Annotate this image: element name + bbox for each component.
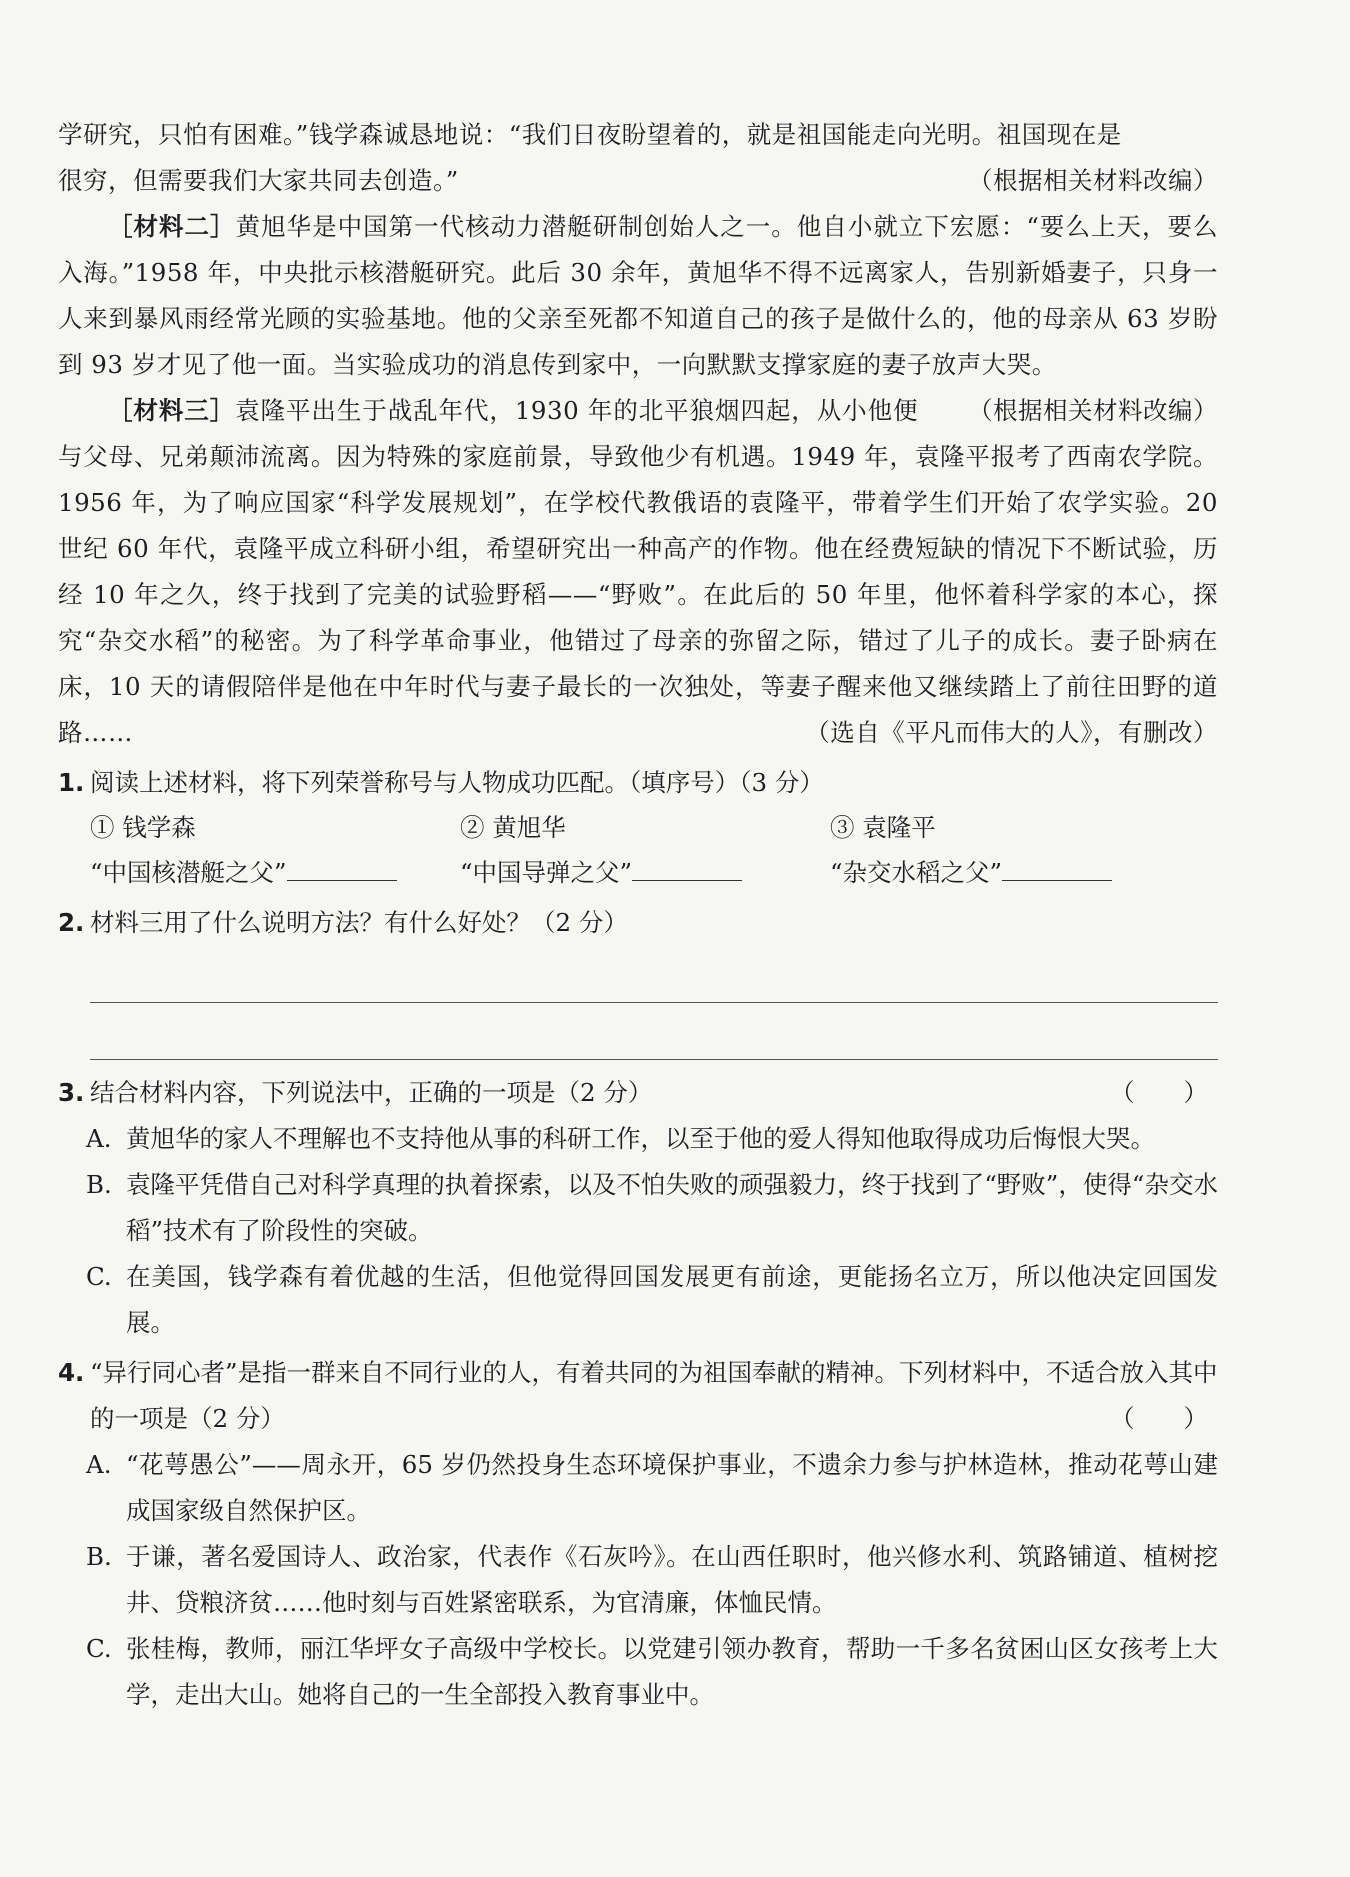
question-4-text-wrap <box>90 1350 1218 1442</box>
answer-blank[interactable] <box>1002 850 1112 881</box>
material-2-text: 黄旭华是中国第一代核动力潜艇研制创始人之一。他自小就立下宏愿：“要么上天，要么入海。”1958 年，中央批示核潜艇研究。此后 30 余年，黄旭华不得不远离家人，告别新婚妻子，只身一人来到暴风雨经常光顾的实验基地。他的父亲至死都不知道自己的孩子是做什么的，他的母亲从 63 岁盼到 93 岁才见了他一面。当实验成功的消息传到家中，一向默默支撑家庭的妻子放声大哭。 <box>58 212 1218 379</box>
intro-line-2 <box>58 158 1218 204</box>
answer-line[interactable] <box>90 946 1218 1003</box>
question-3-text: 结合材料内容，下列说法中，正确的一项是（2 分） <box>90 1078 653 1107</box>
question-3 <box>58 1070 1218 1116</box>
question-2-number: 2. <box>58 908 85 937</box>
answer-blank[interactable] <box>287 850 397 881</box>
intro-source: （根据相关材料改编） <box>968 166 1218 195</box>
question-3-text-wrap <box>90 1070 1218 1116</box>
answer-paren[interactable]: （ ） <box>1110 1404 1208 1433</box>
option-text: 黄旭华的家人不理解也不支持他从事的科研工作，以至于他的爱人得知他取得成功后悔恨大哭。 <box>126 1124 1155 1153</box>
option-label: C. <box>86 1634 112 1663</box>
material-3 <box>58 388 1218 756</box>
option-c <box>58 1626 1218 1718</box>
question-4-number: 4. <box>58 1358 85 1387</box>
title-label: “杂交水稻之父” <box>830 858 1003 887</box>
option-label: B. <box>86 1542 112 1571</box>
option-text: 张桂梅，教师，丽江华坪女子高级中学校长。以党建引领办教育，帮助一千多名贫困山区女孩考上大学，走出大山。她将自己的一生全部投入教育事业中。 <box>126 1634 1218 1709</box>
option-a <box>58 1116 1218 1162</box>
question-1-titles <box>58 850 1218 896</box>
answer-paren[interactable]: （ ） <box>1110 1078 1208 1107</box>
question-4 <box>58 1350 1218 1442</box>
question-1-people <box>58 806 1218 850</box>
intro-line-1: 学研究，只怕有困难。”钱学森诚恳地说：“我们日夜盼望着的，就是祖国能走向光明。祖国现在是 <box>58 120 1122 149</box>
title-label: “中国导弹之父” <box>460 858 633 887</box>
material-2-tag: ［材料二］ <box>108 212 236 241</box>
question-1-text: 阅读上述材料，将下列荣誉称号与人物成功匹配。（填序号）（3 分） <box>90 768 824 797</box>
option-text: 在美国，钱学森有着优越的生活，但他觉得回国发展更有前途，更能扬名立万，所以他决定回国发展。 <box>126 1262 1218 1337</box>
option-text: 于谦，著名爱国诗人、政治家，代表作《石灰吟》。在山西任职时，他兴修水利、筑路铺道、植树挖井、贷粮济贫……他时刻与百姓紧密联系，为官清廉，体恤民情。 <box>126 1542 1218 1617</box>
option-b <box>58 1162 1218 1254</box>
question-4-text: “异行同心者”是指一群来自不同行业的人，有着共同的为祖国奉献的精神。下列材料中，不适合放入其中的一项是（2 分） <box>90 1358 1218 1433</box>
person-option: ① 钱学森 <box>90 813 196 842</box>
answer-blank[interactable] <box>632 850 742 881</box>
option-text: 袁隆平凭借自己对科学真理的执着探索，以及不怕失败的顽强毅力，终于找到了“野败”，使得“杂交水稻”技术有了阶段性的突破。 <box>126 1170 1218 1245</box>
title-label: “中国核潜艇之父” <box>90 858 287 887</box>
option-label: A. <box>86 1124 112 1153</box>
material-3-tag: ［材料三］ <box>108 396 236 425</box>
option-c <box>58 1254 1218 1346</box>
answer-line[interactable] <box>90 1003 1218 1060</box>
option-a <box>58 1442 1218 1534</box>
question-2-text: 材料三用了什么说明方法？有什么好处？（2 分） <box>90 908 628 937</box>
question-2 <box>58 900 1218 946</box>
option-label: A. <box>86 1450 112 1479</box>
option-text: “花萼愚公”——周永开，65 岁仍然投身生态环境保护事业，不遗余力参与护林造林，推动花萼山建成国家级自然保护区。 <box>126 1450 1218 1525</box>
title-item <box>830 850 1200 896</box>
material-3-source: （选自《平凡而伟大的人》，有删改） <box>805 718 1218 747</box>
person-option: ② 黄旭华 <box>460 813 566 842</box>
option-label: C. <box>86 1262 112 1291</box>
question-1 <box>58 760 1218 806</box>
material-3-text: 袁隆平出生于战乱年代，1930 年的北平狼烟四起，从小他便与父母、兄弟颠沛流离。因为特殊的家庭前景，导致他少有机遇。1949 年，袁隆平报考了西南农学院。1956 年，为了响应国家“科学发展规划”，在学校代教俄语的袁隆平，带着学生们开始了农学实验。20 世纪 60 年代，袁隆平成立科研小组，希望研究出一种高产的作物。他在经费短缺的情况下不断试验，历经 10 年之久，终于找到了完美的试验野稻——“野败”。在此后的 50 年里，他怀着科学家的本心，探究“杂交水稻”的秘密。为了科学革命事业，他错过了母亲的弥留之际，错过了儿子的成长。妻子卧病在床，10 天的请假陪伴是他在中年时代与妻子最长的一次独处，等妻子醒来他又继续踏上了前往田野的道路…… <box>58 396 1218 747</box>
title-item <box>460 850 830 896</box>
question-3-number: 3. <box>58 1078 85 1107</box>
question-1-number: 1. <box>58 768 85 797</box>
title-item <box>90 850 460 896</box>
option-label: B. <box>86 1170 112 1199</box>
person-option: ③ 袁隆平 <box>830 813 936 842</box>
intro-line-2-text: 很穷，但需要我们大家共同去创造。” <box>58 166 459 195</box>
page-content <box>58 112 1218 1718</box>
option-b <box>58 1534 1218 1626</box>
material-2-source: （根据相关材料改编） <box>968 396 1218 425</box>
